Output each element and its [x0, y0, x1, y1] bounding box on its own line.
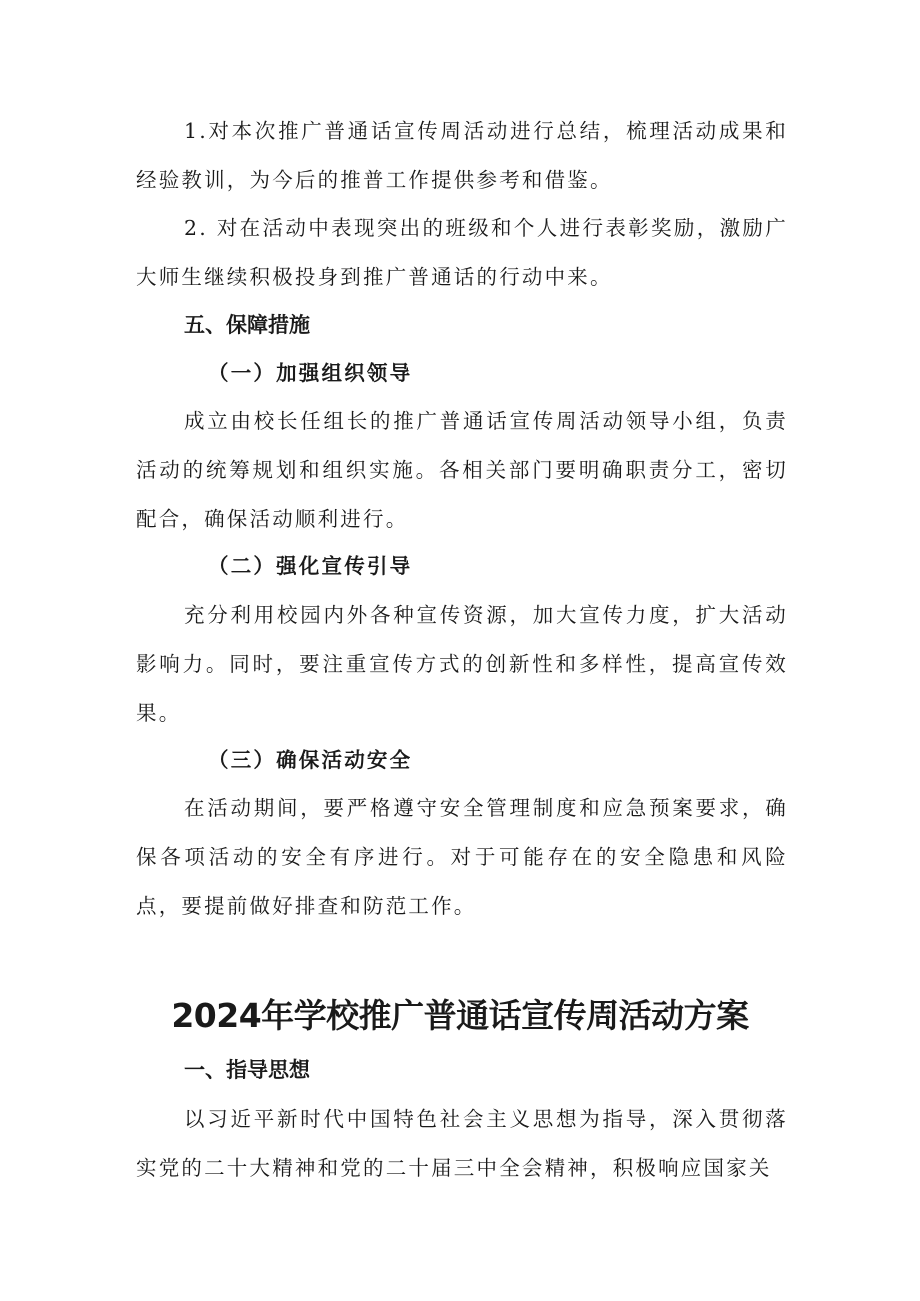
summary-paragraph-2: 2. 对在活动中表现突出的班级和个人进行表彰奖励，激励广大师生继续积极投身到推广普通话的行动中来。 — [136, 216, 788, 289]
subheading-safety: （三）确保活动安全 — [208, 748, 413, 772]
publicity-paragraph: 充分利用校园内外各种宣传资源，加大宣传力度，扩大活动影响力。同时，要注重宣传方式的创新性和多样性，提高宣传效果。 — [136, 603, 788, 725]
guiding-ideology-paragraph: 以习近平新时代中国特色社会主义思想为指导，深入贯彻落实党的二十大精神和党的二十届三中全会精神，积极响应国家关 — [136, 1107, 788, 1180]
subheading-organization: （一）加强组织领导 — [208, 361, 413, 385]
document-title: 2024年学校推广普通话宣传周活动方案 — [171, 996, 749, 1035]
subheading-publicity: （二）强化宣传引导 — [208, 554, 413, 578]
safety-paragraph: 在活动期间，要严格遵守安全管理制度和应急预案要求，确保各项活动的安全有序进行。对于可能存在的安全隐患和风险点，要提前做好排查和防范工作。 — [136, 796, 788, 918]
section-heading-safeguards: 五、保障措施 — [184, 313, 310, 337]
summary-paragraph-1: 1.对本次推广普通话宣传周活动进行总结，梳理活动成果和经验教训，为今后的推普工作提供参考和借鉴。 — [136, 119, 788, 192]
organization-paragraph: 成立由校长任组长的推广普通话宣传周活动领导小组，负责活动的统筹规划和组织实施。各相关部门要明确职责分工，密切配合，确保活动顺利进行。 — [136, 409, 788, 531]
section-heading-guiding-ideology: 一、指导思想 — [184, 1058, 310, 1082]
